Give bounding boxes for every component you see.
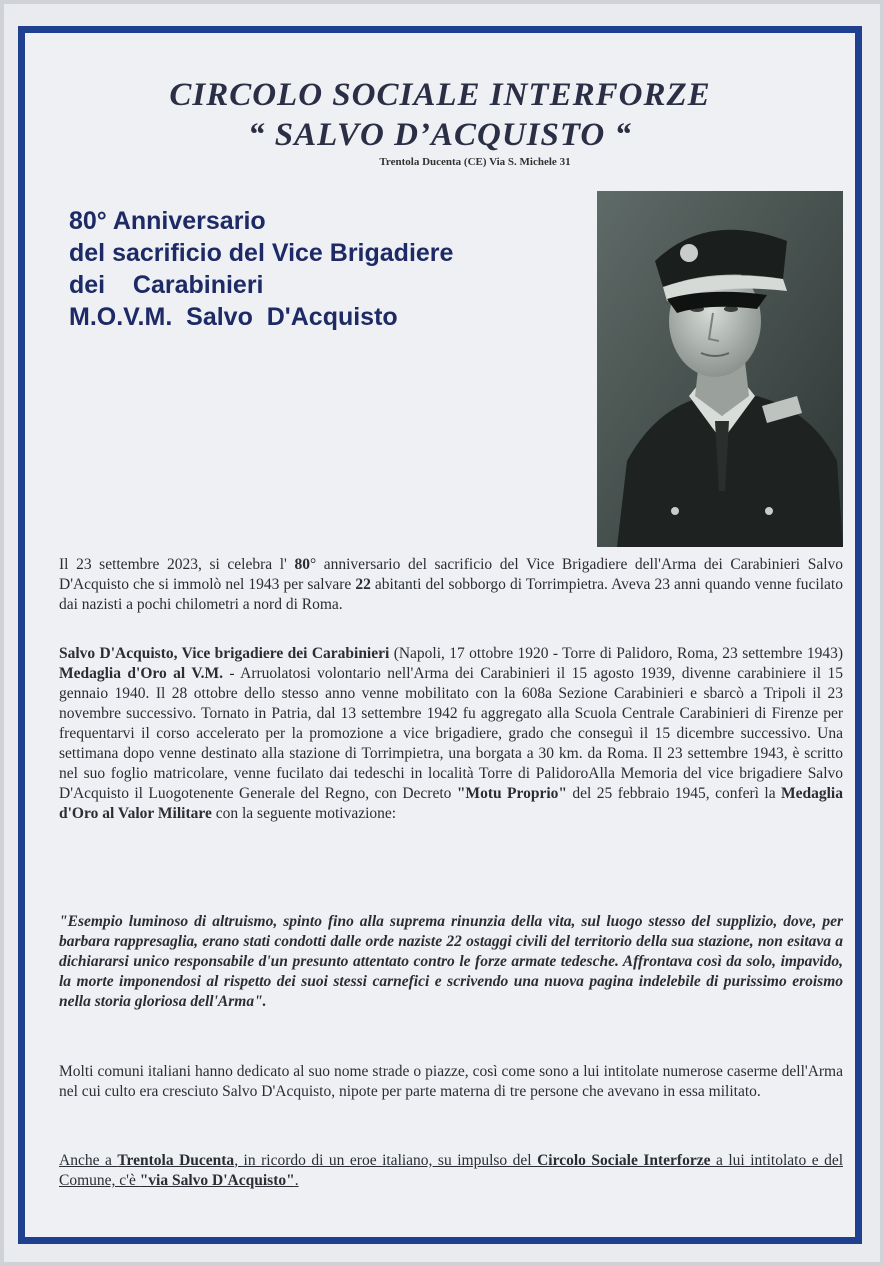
text-segment: - Arruolatosi volontario nell'Arma dei Carabinieri il 15 agosto 1939, divenne carabiniere il 15 gennaio 1940. Il 28 ottobre dello stesso anno venne mobilitato con la 608a Sezione Carabinieri e sbarcò a Tripoli il 23 novembre successivo. Tornato in Patria, dal 13 settembre 1942 fu aggregato alla Scuola Centrale Carabinieri di Firenze per frequentarvi il corso accelerato per la promozione a vice brigadiere, grado che conseguì il 15 dicembre successivo. Una settimana dopo venne destinato alla stazione di Torrimpietra, una borgata a 30 km. da Roma. Il 23 settembre 1943, è scritto nel suo foglio matricolare, venne fucilato dai tedeschi in località Torre di PalidoroAlla Memoria del vice brigadiere Salvo D'Acquisto il Luogotenente Generale del Regno, con Decreto xyxy=(59,665,843,802)
poster-frame xyxy=(18,26,862,1244)
headline-line-2: del sacrificio del Vice Brigadiere xyxy=(69,239,454,267)
text-segment: con la seguente motivazione: xyxy=(211,805,397,822)
bold-segment: Medaglia d'Oro al Valor Militare xyxy=(59,785,843,822)
org-subtitle: “ SALVO D’ACQUISTO “ xyxy=(248,117,632,153)
dedications-paragraph: Molti comuni italiani hanno dedicato al suo nome strade o piazze, così come sono a lui intitolate numerose caserme dell'Arma nel cui culto era cresciuto Salvo D'Acquisto, nipote per parte materna di tre persone che avevano in essa militato. xyxy=(59,1063,843,1100)
headline-line-1: 80° Anniversario xyxy=(69,207,266,235)
bold-segment: "Motu Proprio" xyxy=(456,785,567,802)
local-street-paragraph xyxy=(59,1151,843,1191)
medal-motivation-quote: "Esempio luminoso di altruismo, spinto fino alla suprema rinunzia della vita, sul luogo stesso del supplizio, dove, per barbara rappresaglia, erano stati condotti dalle orde naziste 22 ostaggi civili del territorio della sua stazione, non esitava a dichiararsi unico responsabile d'un presunto attentato contro le forze armate tedesche. Affrontava così da solo, impavido, la morte imponendosi al rispetto dei suoi stessi carnefici e scrivendo una nuova pagina indelebile di purissimo eroismo nella storia gloriosa dell'Arma". xyxy=(59,913,843,1010)
biography-paragraph xyxy=(59,644,843,824)
bold-segment: 22 xyxy=(355,576,371,593)
text-segment: Anche a xyxy=(59,1152,118,1169)
intro-paragraph xyxy=(59,555,843,615)
anniversary-headline xyxy=(69,205,609,333)
headline-line-4: M.O.V.M. Salvo D'Acquisto xyxy=(69,303,398,331)
bold-segment: "via Salvo D'Acquisto" xyxy=(139,1172,295,1189)
text-segment: . xyxy=(294,1172,299,1189)
text-segment: (Napoli, 17 ottobre 1920 - Torre di Palidoro, Roma, 23 settembre 1943) xyxy=(389,645,843,662)
poster-sheet xyxy=(4,4,880,1262)
bold-segment: Medaglia d'Oro al V.M. xyxy=(59,665,223,682)
text-segment: , in ricordo di un eroe italiano, su impulso del xyxy=(234,1152,538,1169)
text-segment: abitanti del sobborgo di Torrimpietra. Aveva 23 anni quando venne fucilato dai nazisti a pochi chilometri a nord di Roma. xyxy=(59,576,843,613)
bold-segment: 80 xyxy=(294,556,310,573)
text-segment: ° anniversario del sacrificio del Vice Brigadiere dell'Arma dei Carabinieri Salvo D'Acquisto che si immolò nel 1943 per salvare xyxy=(59,556,844,593)
text-segment: a lui intitolato e del Comune, c'è xyxy=(59,1152,843,1189)
text-segment: del 25 febbraio 1945, conferì la xyxy=(567,785,781,802)
org-address: Trentola Ducenta (CE) Via S. Michele 31 xyxy=(379,156,571,168)
bold-segment: Salvo D'Acquisto, Vice brigadiere dei Carabinieri xyxy=(59,645,390,662)
org-title: CIRCOLO SOCIALE INTERFORZE xyxy=(169,77,711,113)
text-segment: Il 23 settembre 2023, si celebra l' xyxy=(59,556,295,573)
portrait-illustration xyxy=(597,191,843,547)
portrait-photo xyxy=(597,191,843,547)
headline-line-3: dei Carabinieri xyxy=(69,271,264,299)
bold-segment: Circolo Sociale Interforze xyxy=(537,1152,711,1169)
bold-segment: Trentola Ducenta xyxy=(117,1152,235,1169)
